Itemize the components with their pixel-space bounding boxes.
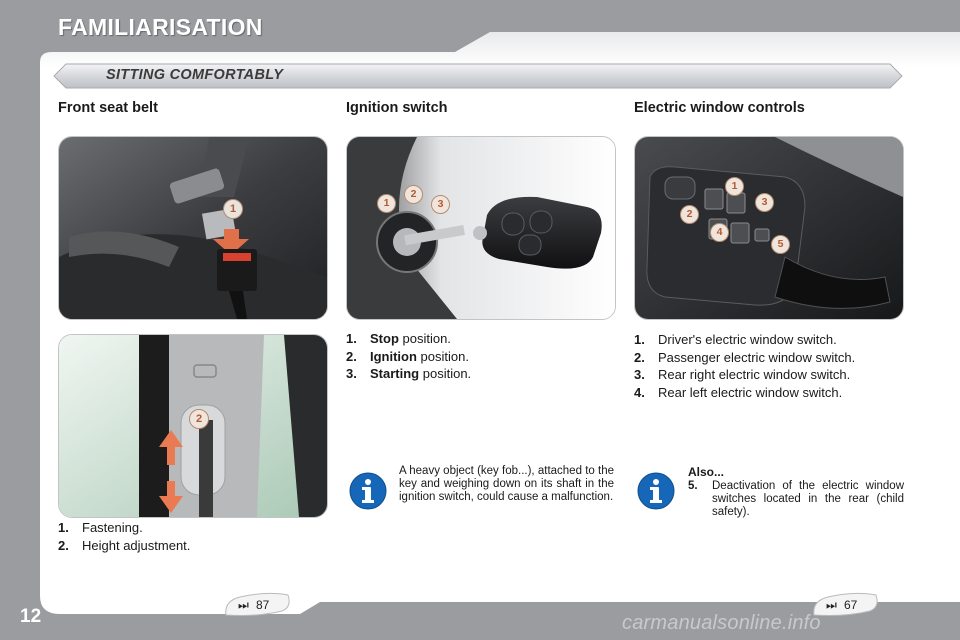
item-text: Height adjustment.: [82, 537, 191, 553]
fast-forward-icon: ⏭: [826, 598, 837, 612]
item-strong: Stop: [370, 331, 399, 346]
section-banner-label: SITTING COMFORTABLY: [106, 67, 284, 83]
also-note: [688, 480, 904, 519]
list-item: [58, 519, 318, 537]
item-text: position.: [398, 331, 451, 346]
seat-belt-height-photo: [58, 334, 328, 518]
item-number: 1.: [58, 520, 69, 535]
callout-4-badge: 4: [710, 223, 729, 242]
item-number: 2.: [634, 349, 645, 365]
page-number: 12: [20, 606, 42, 627]
page-ref-87[interactable]: [222, 591, 292, 617]
item-text: Driver's electric window switch.: [658, 332, 837, 347]
item-number: 2.: [58, 537, 69, 553]
item-number: 5.: [688, 480, 698, 492]
callout-3-badge: 3: [431, 195, 450, 214]
info-icon: [349, 472, 387, 510]
callout-2-badge: 2: [404, 185, 423, 204]
item-text: Rear right electric window switch.: [658, 367, 851, 382]
seat-belt-heading: Front seat belt: [58, 100, 158, 116]
item-number: 4.: [634, 384, 645, 400]
seat-belt-buckle-photo: [58, 136, 328, 320]
windows-heading: Electric window controls: [634, 100, 805, 116]
item-number: 2.: [346, 348, 357, 364]
item-text: Deactivation of the electric window switches located in the rear (child safety).: [712, 480, 904, 518]
ignition-switch-photo: [346, 136, 616, 320]
page-title: FAMILIARISATION: [58, 14, 263, 40]
window-switches-list: [634, 331, 904, 401]
seat-belt-list: [58, 519, 318, 554]
page-ref-label: 87: [256, 598, 270, 612]
list-item: [346, 365, 606, 383]
callout-3-badge: 3: [755, 193, 774, 212]
callout-1-badge: 1: [223, 199, 243, 219]
callout-1-badge: 1: [725, 177, 744, 196]
list-item: [634, 366, 904, 384]
item-number: 1.: [634, 332, 645, 347]
item-number: 1.: [346, 331, 357, 346]
also-title: Also...: [688, 465, 725, 479]
item-number: 3.: [346, 366, 357, 381]
ignition-positions-list: [346, 330, 606, 383]
list-item: [634, 384, 904, 402]
list-item: [346, 348, 606, 366]
callout-5-badge: 5: [771, 235, 790, 254]
item-text: position.: [416, 348, 469, 364]
callout-2-badge: 2: [680, 205, 699, 224]
ignition-info-note: A heavy object (key fob...), attached to the key and weighing down on its shaft in the ignition switch, could cause a malfunction.: [399, 465, 614, 503]
window-controls-photo: [634, 136, 904, 320]
ignition-heading: Ignition switch: [346, 100, 448, 116]
fast-forward-icon: ⏭: [238, 598, 249, 612]
page-ref-label: 67: [844, 598, 858, 612]
item-strong: Starting: [370, 366, 420, 381]
item-strong: Ignition: [370, 348, 417, 364]
info-icon: [637, 472, 675, 510]
callout-1-badge: 1: [377, 194, 396, 213]
item-text: position.: [419, 366, 472, 381]
item-text: Rear left electric window switch.: [658, 384, 843, 400]
list-item: [346, 330, 606, 348]
list-item: [634, 349, 904, 367]
item-number: 3.: [634, 367, 645, 382]
item-text: Fastening.: [82, 520, 143, 535]
item-text: Passenger electric window switch.: [658, 349, 856, 365]
callout-2-badge: 2: [189, 409, 209, 429]
list-item: [634, 331, 904, 349]
list-item: [58, 537, 318, 555]
watermark: carmanualsonline.info: [622, 612, 821, 634]
